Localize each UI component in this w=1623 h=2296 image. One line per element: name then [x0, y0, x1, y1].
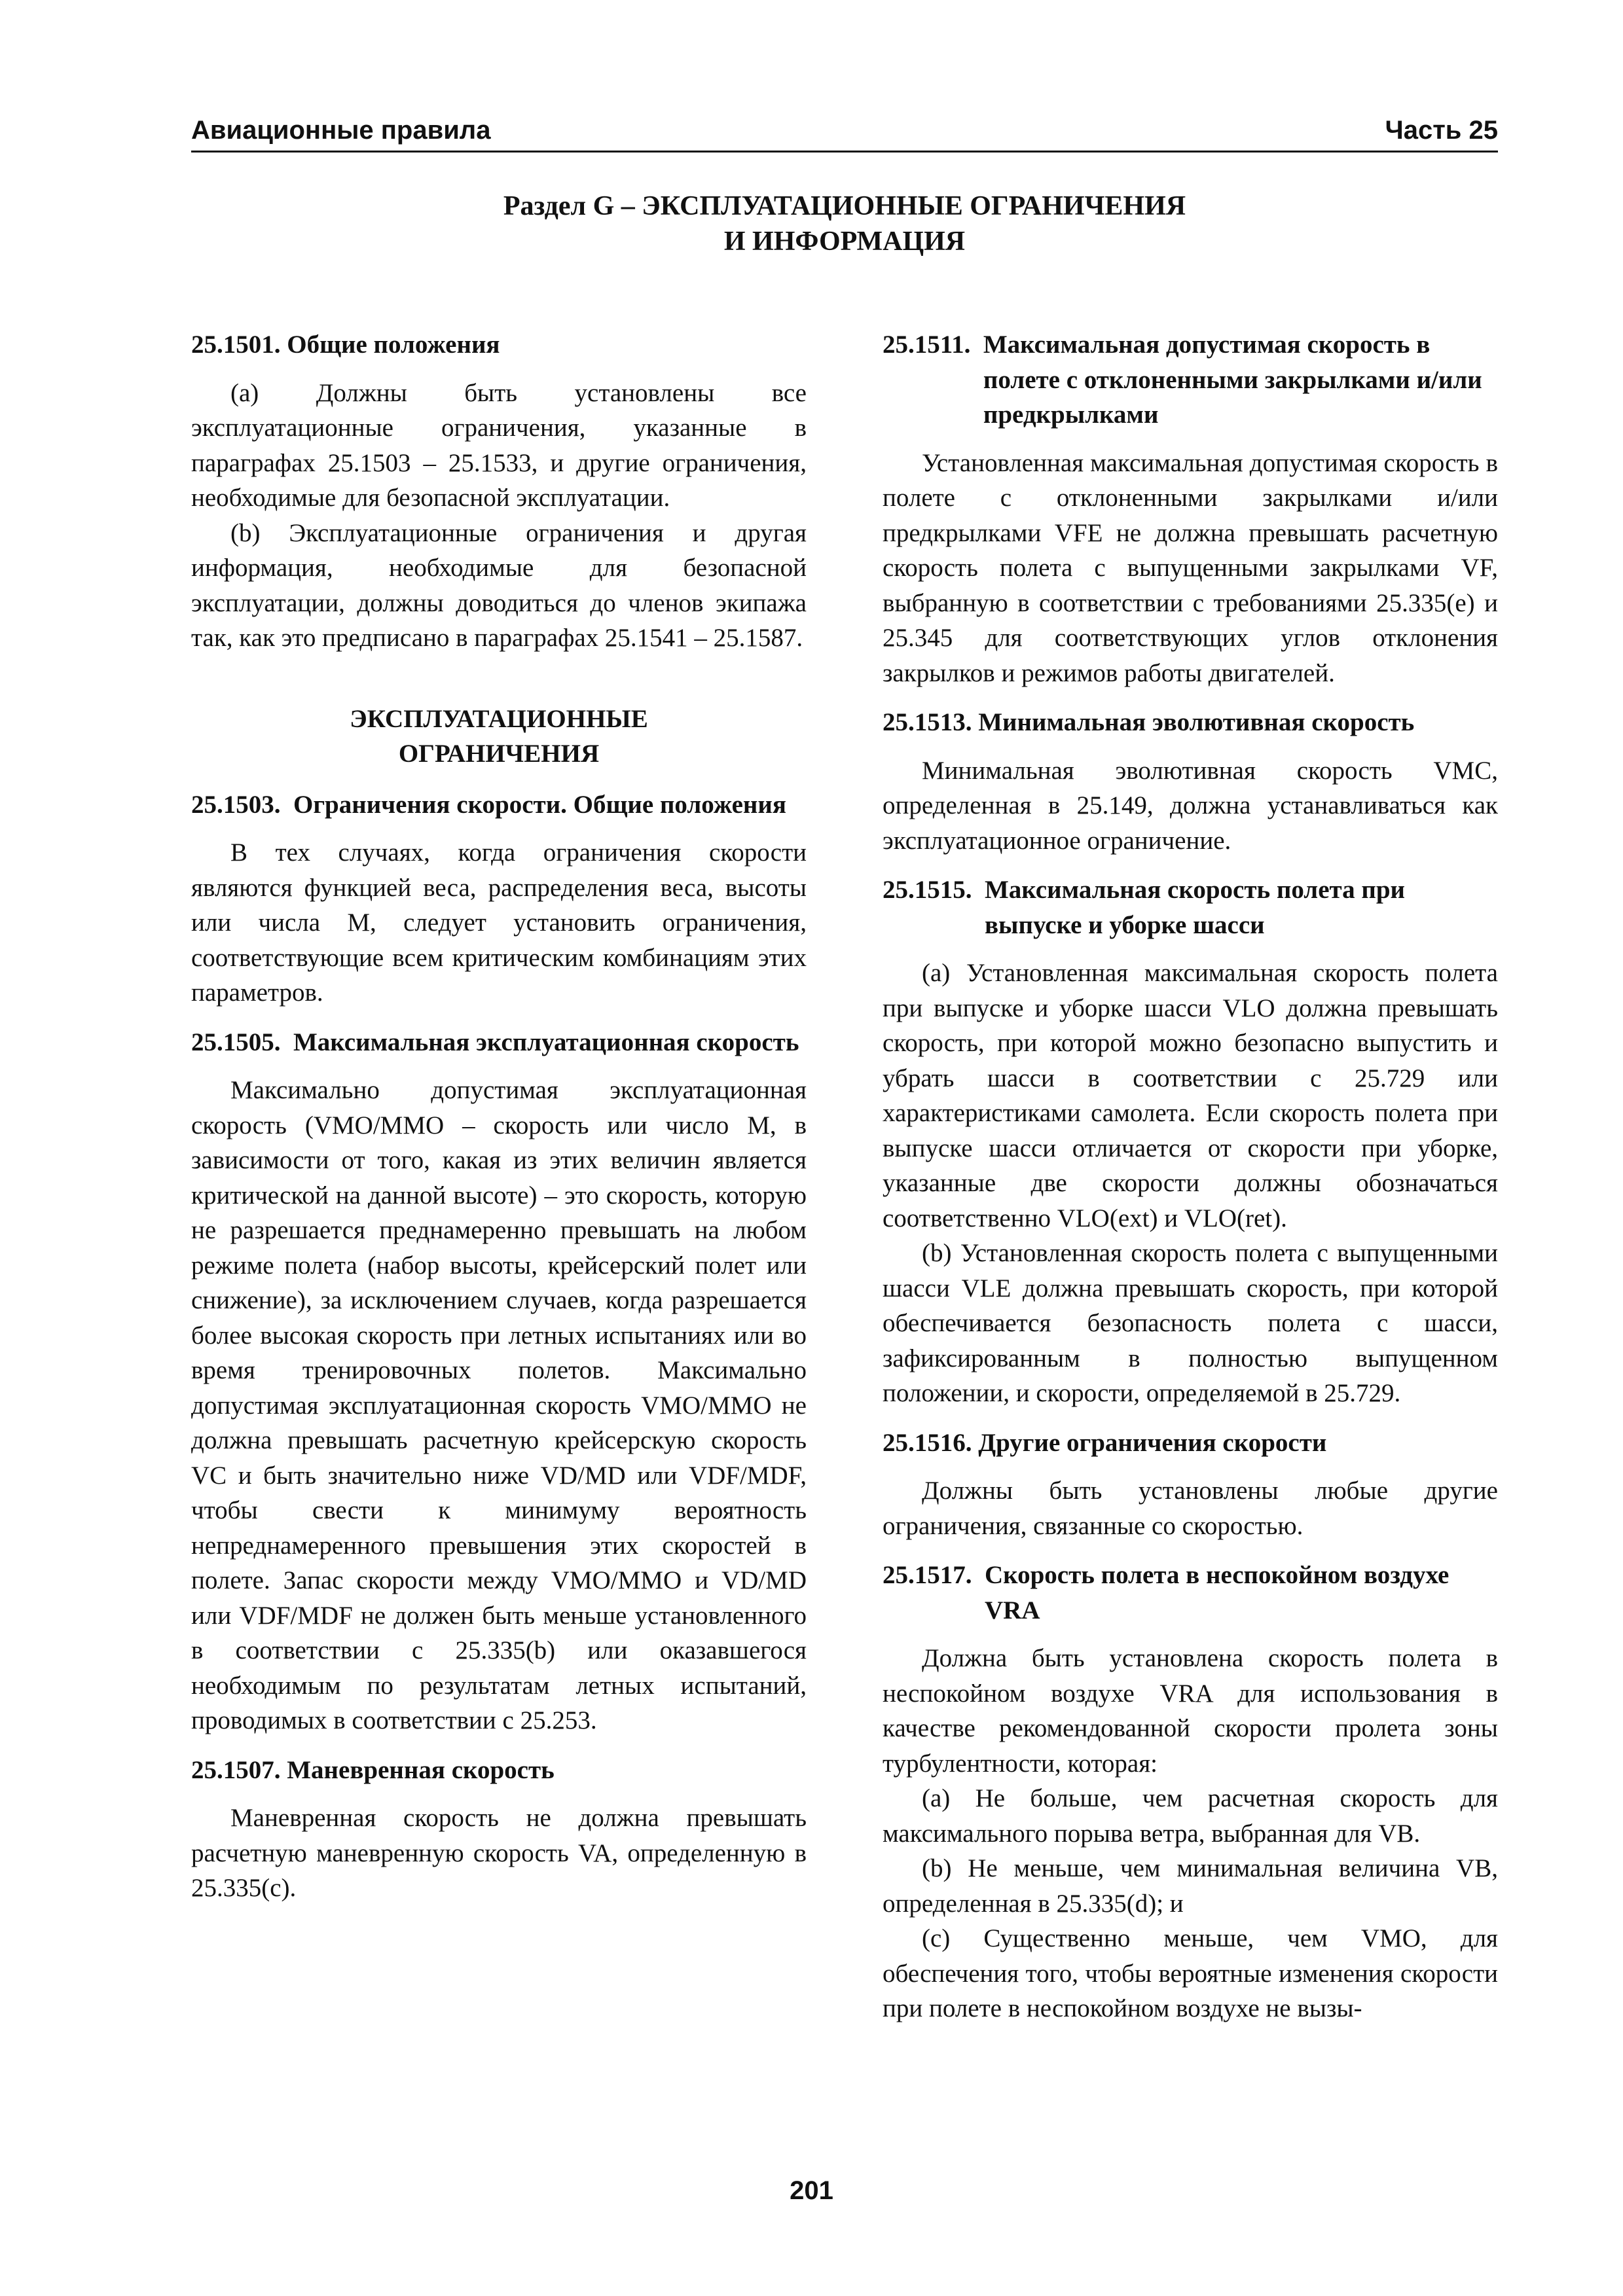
paragraph-25-1511: Установленная максимальная допустимая скорость в полете с отклоненными закрылками и/или предкрылками VFE не должна превышать расчетную скорость полета с выпущенными закрылками VF, выбранную в соответствии с требованиями 25.335(e) и 25.345 для соответствующих углов отклонения закрылков и режимов работы двигателей.: [883, 448, 1498, 687]
header-title: Авиационные правила: [191, 116, 491, 145]
paragraph-25-1517-b: (b) Не меньше, чем минимальная величина VB, определенная в 25.335(d); и: [883, 1854, 1498, 1918]
section-heading: Маневренная скорость: [287, 1755, 555, 1784]
paragraph-25-1505: Максимально допустимая эксплуатационная скорость (VMO/MMO – скорость или число М, в зависимости от того, какая из этих величин является критической на данной высоте) – это скорость, которую не разрешается преднамеренно превышать на любом режиме полета (набор высоты, крейсерский полет или снижение), за исключением случаев, когда разрешается более высокая скорость при летных испытаниях или во время тренировочных полетов. Максимально допустимая эксплуатационная скорость VMO/MMO не должна превышать расчетную крейсерскую скорость VC и быть значительно ниже VD/MD или VDF/MDF, чтобы свести к минимуму вероятность непреднамеренного превышения этих скоростей в полете. Запас скорости между VMO/MMO и VD/MD или VDF/MDF не должен быть меньше установленного в соответствии с 25.335(b) или оказавшегося необходимым по результатам летных испытаний, проводимых в соответствии с 25.253.: [191, 1076, 807, 1734]
right-column: [883, 327, 1498, 2026]
paragraph-25-1517-a: (a) Не больше, чем расчетная скорость для максимального порыва ветра, выбранная для VB.: [883, 1784, 1498, 1848]
paragraph-25-1513: Минимальная эволютивная скорость VMC, определенная в 25.149, должна устанавливаться как эксплуатационное ограничение.: [883, 756, 1498, 855]
section-heading: Максимальная скорость полета при выпуске и уборке шасси: [985, 876, 1406, 939]
section-number: 25.1501.: [191, 331, 287, 359]
heading-25-1507: [191, 1753, 807, 1788]
section-number: 25.1513.: [883, 708, 979, 736]
heading-25-1517: [883, 1558, 1498, 1628]
paragraph-25-1515-a: (a) Установленная максимальная скорость полета при выпуске и уборке шасси VLO должна превышать скорость, при которой можно безопасно выпустить и убрать шасси в соответствии с 25.729 или характеристиками самолета. Если скорость полета при выпуске шасси отличается от скорости при уборке, указанные две скорости должны обозначаться соответственно VLO(ext) и VLO(ret).: [883, 959, 1498, 1232]
heading-25-1501: [191, 327, 807, 363]
subsection-heading-line2: ОГРАНИЧЕНИЯ: [398, 740, 600, 768]
running-header: [191, 110, 1498, 152]
section-heading: Скорость полета в неспокойном воздухе VRA: [985, 1561, 1450, 1624]
paragraph-25-1507: Маневренная скорость не должна превышать расчетную маневренную скорость VA, определенную в 25.335(c).: [191, 1804, 807, 1902]
section-number: 25.1503.: [191, 790, 293, 819]
section-number: 25.1511.: [883, 331, 983, 359]
heading-25-1515: [883, 872, 1498, 942]
section-title-line1: Раздел G – ЭКСПЛУАТАЦИОННЫЕ ОГРАНИЧЕНИЯ: [503, 191, 1186, 221]
page-number: 201: [790, 2176, 833, 2205]
paragraph-25-1515-b: (b) Установленная скорость полета с выпущенными шасси VLE должна превышать скорость, при которой обеспечивается безопасность полета с шасси, зафиксированным в полностью выпущенном положении, и скорости, определяемой в 25.729.: [883, 1239, 1498, 1407]
section-number: 25.1505.: [191, 1028, 293, 1056]
section-heading: Общие положения: [287, 331, 500, 359]
section-number: 25.1517.: [883, 1561, 985, 1589]
section-heading: Максимальная допустимая скорость в полете с отклоненными закрылками и/или предкрылками: [983, 331, 1482, 429]
section-heading: Максимальная эксплуатационная скорость: [293, 1028, 799, 1056]
section-number: 25.1507.: [191, 1755, 287, 1784]
section-number: 25.1516.: [883, 1428, 979, 1457]
heading-25-1513: [883, 705, 1498, 740]
paragraph-25-1501-a: (a) Должны быть установлены все эксплуатационные ограничения, указанные в параграфах 25.1503 – 25.1533, и другие ограничения, необходимые для безопасной эксплуатации.: [191, 378, 807, 512]
left-column: [191, 327, 807, 1906]
section-title: [191, 188, 1498, 259]
section-title-line2: И ИНФОРМАЦИЯ: [723, 226, 966, 257]
section-number: 25.1515.: [883, 876, 985, 904]
heading-25-1505: [191, 1025, 807, 1060]
section-heading: Минимальная эволютивная скорость: [978, 708, 1415, 736]
paragraph-25-1517: Должна быть установлена скорость полета в неспокойном воздухе VRA для использования в качестве рекомендованной скорости пролета зоны турбулентности, которая:: [883, 1644, 1498, 1778]
section-heading: Другие ограничения скорости: [978, 1428, 1327, 1457]
subsection-heading: [191, 702, 807, 772]
heading-25-1503: [191, 787, 807, 823]
paragraph-25-1503: В тех случаях, когда ограничения скорости являются функцией веса, распределения веса, высоты или числа М, следует установить ограничения, соответствующие всем критическим комбинациям этих параметров.: [191, 838, 807, 1007]
heading-25-1511: [883, 327, 1498, 433]
paragraph-25-1516: Должны быть установлены любые другие ограничения, связанные со скоростью.: [883, 1477, 1498, 1540]
subsection-heading-line1: ЭКСПЛУАТАЦИОННЫЕ: [350, 704, 648, 733]
heading-25-1516: [883, 1426, 1498, 1461]
section-heading: Ограничения скорости. Общие положения: [293, 790, 786, 819]
paragraph-25-1517-c: (c) Существенно меньше, чем VMO, для обеспечения того, чтобы вероятные изменения скорости при полете в неспокойном воздухе не вызы-: [883, 1924, 1498, 2022]
header-part: Часть 25: [1385, 116, 1498, 145]
paragraph-25-1501-b: (b) Эксплуатационные ограничения и другая информация, необходимые для безопасной эксплуатации, должны доводиться до членов экипажа так, как это предписано в параграфах 25.1541 – 25.1587.: [191, 518, 807, 652]
